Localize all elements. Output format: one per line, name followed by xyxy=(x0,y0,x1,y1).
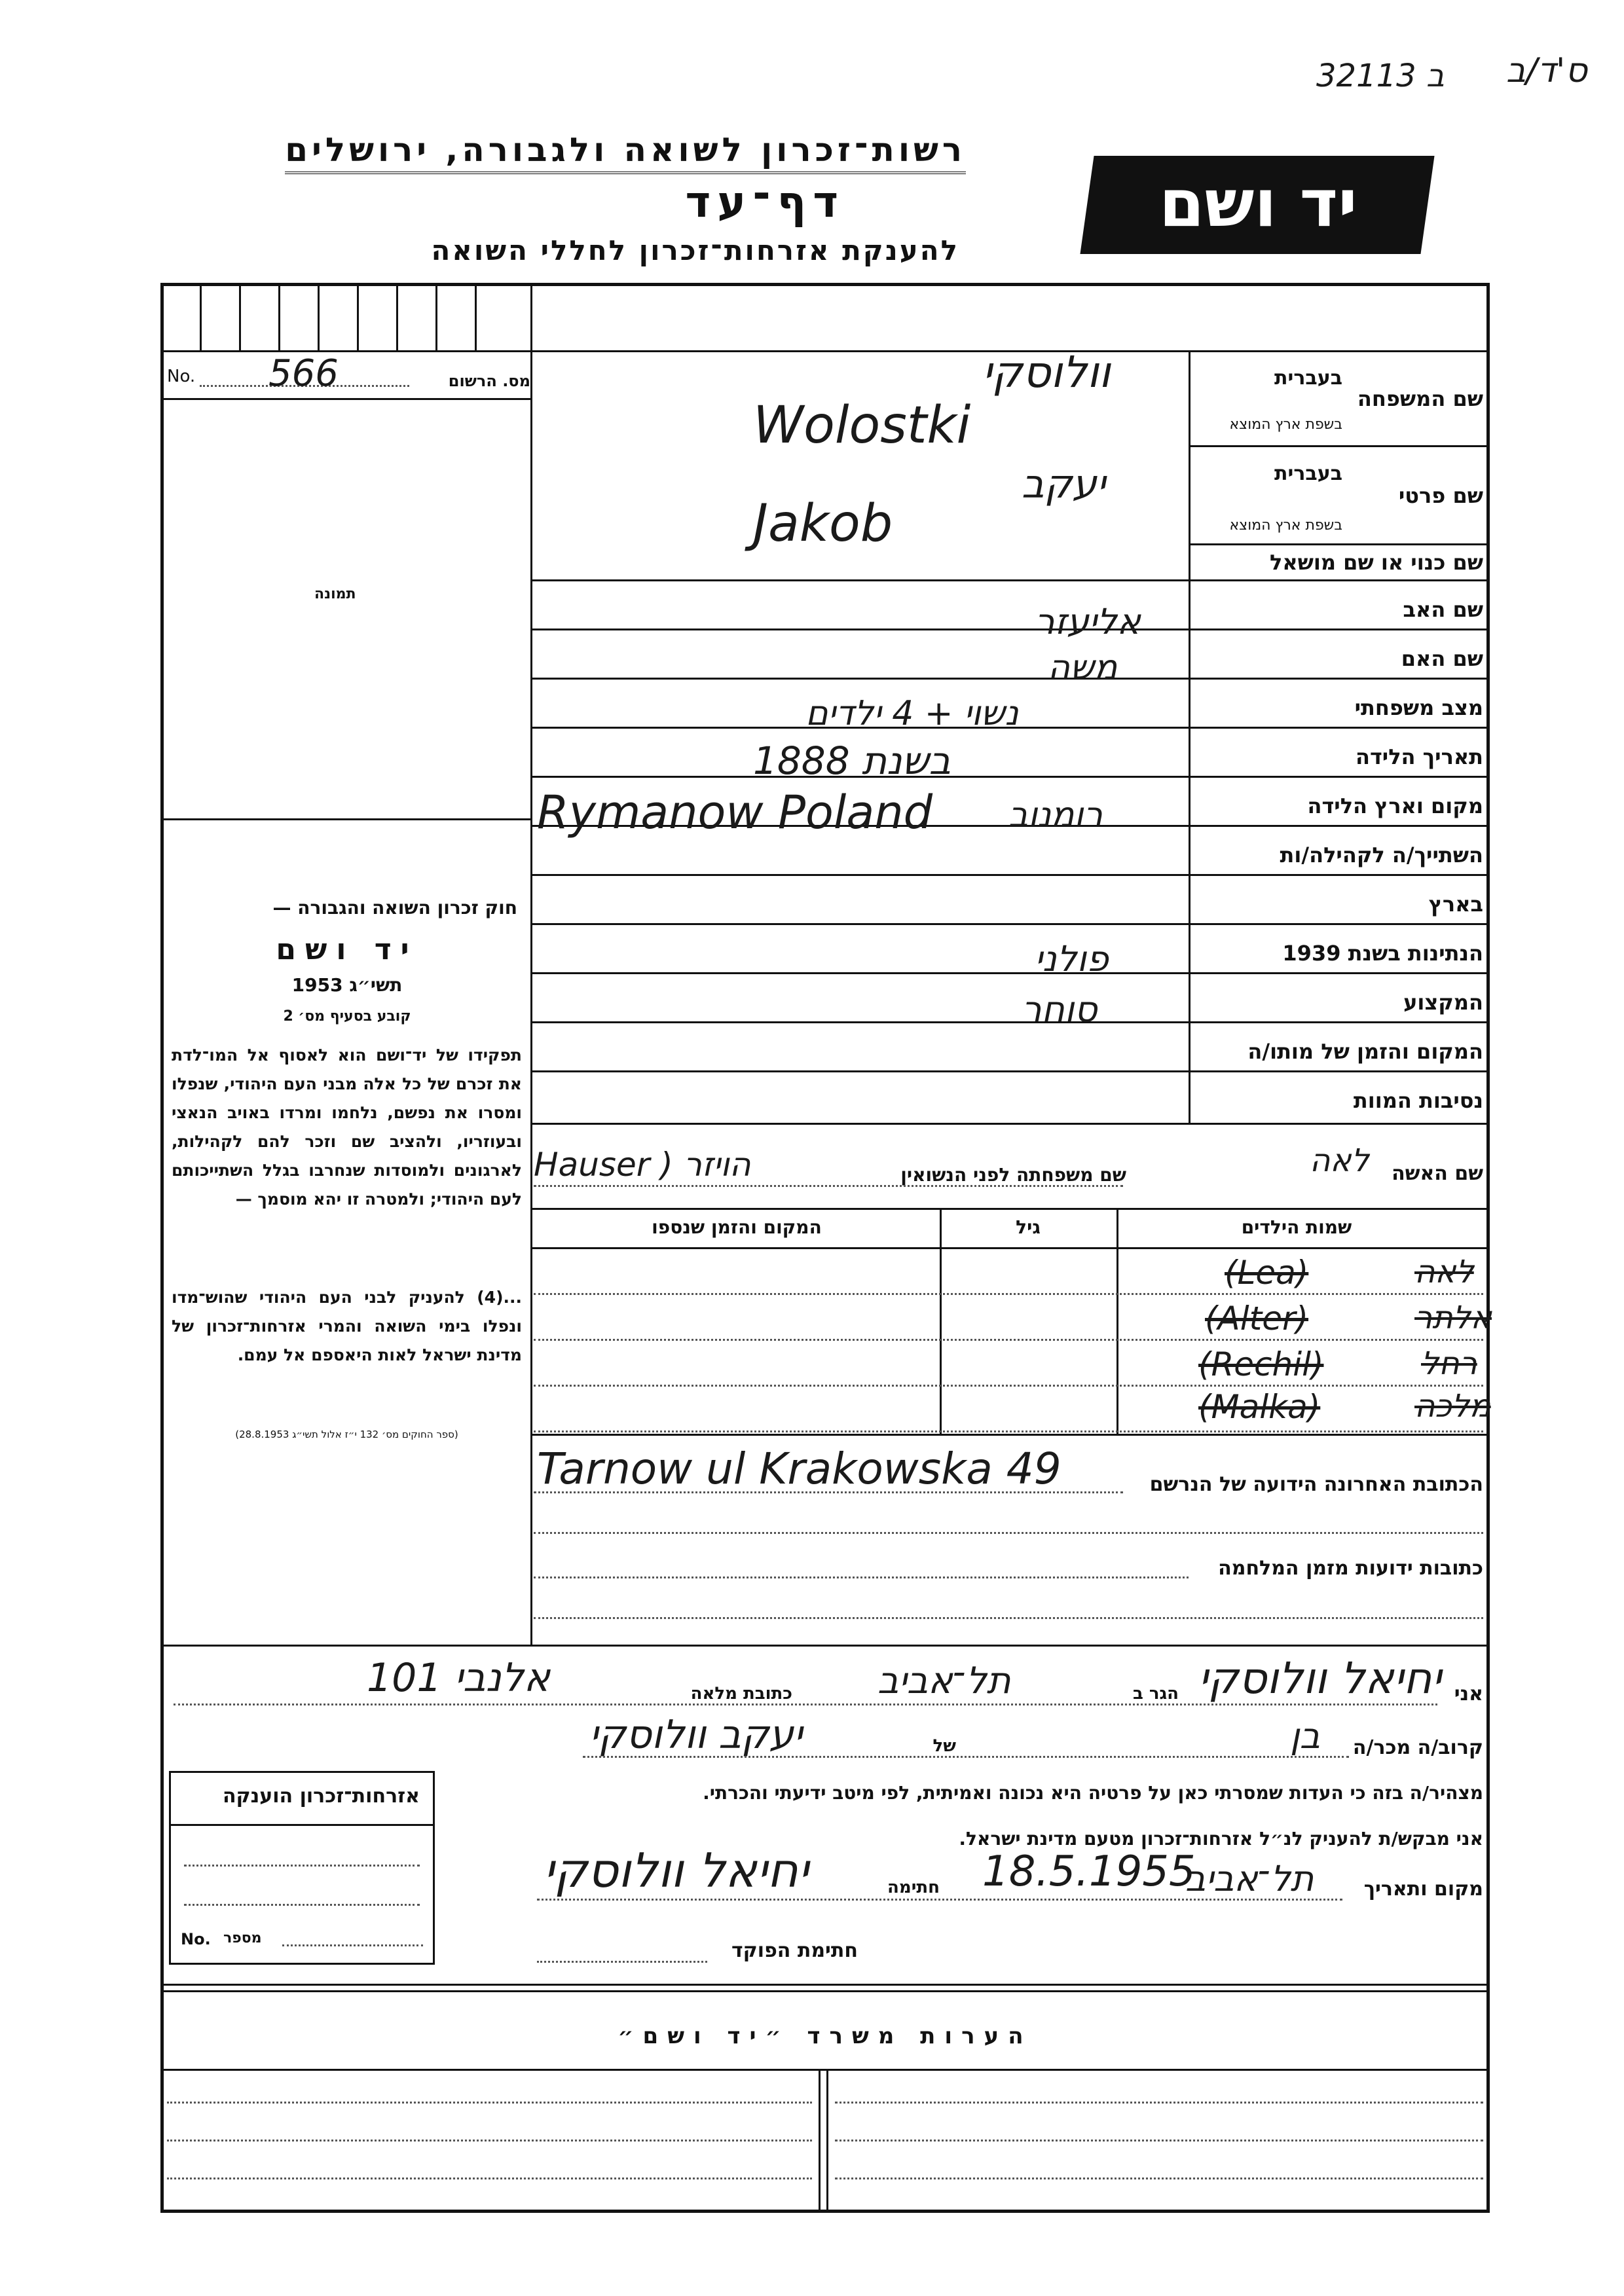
family-name-label: שם המשפחה xyxy=(1357,386,1483,411)
nickname-label: שם כנוי או שם מושאל xyxy=(1269,550,1483,575)
award-number-label: מספר xyxy=(223,1930,262,1946)
birthdate-value: בשנת 1888 xyxy=(753,738,951,783)
corner-reference: 32ב 113 xyxy=(1316,58,1445,94)
declarant-city: תל־אביב xyxy=(877,1660,1011,1702)
date-value: 18.5.1955 xyxy=(982,1848,1196,1896)
birthplace-latin-value: Rymanow Poland xyxy=(537,786,933,839)
death-place-label: המקום והזמן של מותו/ה xyxy=(1247,1039,1483,1064)
full-address-label: כתובת מלאה xyxy=(690,1684,792,1704)
logo-text: יד ושם xyxy=(1158,165,1357,242)
corner-reference-2: ס'ד/ב xyxy=(1506,51,1588,90)
child-2-hebrew: אלתר xyxy=(1414,1300,1492,1336)
family-name-hebrew: וולוסקי xyxy=(982,347,1111,397)
family-name-latin: Wolostki xyxy=(753,396,971,455)
community-label: השתייך/ה לקהילה/ות xyxy=(1280,843,1483,867)
citizenship-label: הנתינות בשנת 1939 xyxy=(1282,941,1483,966)
law-paragraph-1: תפקידו של יד־ושם הוא לאסוף אל המו־לדת את זכרם של כל אלה מבני העם היהודי, שנפלו ומסרו את נפשם, נלחמו ומרדו באויב הנאצי ובעוזריו, ולהציב שם וזכר להם לקהילות, לארגונים ולמוסדות שנחרבו בגלל השתייכותם לעם היהודי; ולמטרה זו יהא מוסמך — xyxy=(172,1046,522,1209)
last-address-label: הכתובת האחרונה הידועה של הנרשם xyxy=(1149,1473,1483,1496)
law-title: חוק זכרון השואה והגבורה — xyxy=(272,897,517,919)
office-notes-title: הערות משרד ״יד ושם״ xyxy=(618,2023,1033,2049)
yad-vashem-logo xyxy=(1080,156,1434,254)
mother-name-value: משה xyxy=(1048,648,1118,687)
death-circumstances-label: נסיבות המוות xyxy=(1353,1088,1483,1113)
country-label: בארץ xyxy=(1428,892,1483,917)
law-year: תשי״ג 1953 xyxy=(291,974,403,996)
given-name-label: שם פרטי xyxy=(1398,483,1483,508)
birthdate-label: תאריך הלידה xyxy=(1355,744,1483,769)
declarant-address: אלנבי 101 xyxy=(367,1655,550,1701)
child-1-hebrew: לאה xyxy=(1414,1254,1474,1290)
profession-label: המקצוע xyxy=(1403,990,1483,1015)
relation-label: קרוב/ה מכר/ה xyxy=(1352,1736,1483,1759)
child-1-latin: (Lea) xyxy=(1225,1254,1309,1292)
declarant-name: יחיאל וולוסקי xyxy=(1198,1653,1442,1704)
wife-name-label: שם האשה xyxy=(1392,1162,1483,1185)
officer-signature-label: חתימת הפוקד xyxy=(731,1939,858,1962)
award-no-label: No. xyxy=(181,1930,211,1948)
page-title: דף־עד xyxy=(685,177,845,227)
header-institution: רשות־זכרון לשואה ולגבורה, ירושלים xyxy=(285,131,966,174)
page-subtitle: להענקת אזרחות־זכרון לחללי השואה xyxy=(431,234,959,266)
origin-lang-label-2: בשפת ארץ המוצא xyxy=(1229,517,1342,534)
place-value: תל־אביב xyxy=(1185,1858,1314,1899)
profession-value: סוחר xyxy=(1022,989,1098,1030)
birthplace-label: מקום וארץ הלידה xyxy=(1307,793,1483,818)
wife-name-value: לאה xyxy=(1310,1142,1369,1179)
children-place-header: המקום והזמן שנספו xyxy=(652,1216,822,1238)
father-name-value: אליעזר xyxy=(1035,601,1141,642)
photo-label: תמונה xyxy=(314,586,356,602)
lives-in-label: הגר ב xyxy=(1132,1684,1179,1704)
reg-no-label: No. xyxy=(167,367,196,386)
award-box xyxy=(169,1771,435,1965)
given-name-latin: Jakob xyxy=(753,494,893,553)
child-4-latin: (Malka) xyxy=(1198,1388,1321,1426)
birthplace-hebrew-value: רומנוב xyxy=(1008,795,1103,835)
hebrew-label-1: בעברית xyxy=(1274,367,1342,390)
law-citation: (ספר החוקים מס׳ 132 י״ז אלול תשי״ג 28.8.1953) xyxy=(235,1429,458,1440)
origin-lang-label-1: בשפת ארץ המוצא xyxy=(1229,416,1342,433)
marital-label: מצב משפחתי xyxy=(1354,695,1483,720)
children-age-header: גיל xyxy=(1016,1216,1041,1238)
mother-label: שם האם xyxy=(1401,646,1483,671)
place-date-label: מקום ותאריך xyxy=(1363,1878,1483,1901)
law-paragraph-2: ...(4) להעניק לבני העם היהודי שהוש־מדו ונפלו בימי השואה והמרי אזרחות־זכרון של מדינת ישראל לאות היאספם אל עמם. xyxy=(172,1288,522,1364)
i-label: אני xyxy=(1454,1683,1483,1705)
law-name: יד ושם xyxy=(276,933,418,966)
maiden-name-label: שם משפחתה לפני הנשואין xyxy=(900,1164,1126,1186)
child-3-latin: (Rechil) xyxy=(1198,1345,1324,1383)
signature-label: חתימה xyxy=(887,1878,940,1897)
award-title: אזרחות־זכרון הוענקה xyxy=(222,1785,420,1808)
relative-of-name: יעקב וולוסקי xyxy=(589,1712,803,1758)
request-text: אני מבקש/ת להעניק לנ״ל אזרחות־זכרון מטעם מדינת ישראל. xyxy=(959,1828,1483,1850)
hebrew-label-2: בעברית xyxy=(1274,462,1342,485)
child-2-latin: (Alter) xyxy=(1205,1300,1309,1338)
reg-label: מס. הרשום xyxy=(448,372,530,390)
law-clause: קובע בסעיף מס׳ 2 xyxy=(283,1008,411,1025)
registration-number: 566 xyxy=(268,352,339,395)
children-names-header: שמות הילדים xyxy=(1241,1216,1352,1238)
last-address-value: Tarnow ul Krakowska 49 xyxy=(537,1444,1061,1494)
marital-status-value: נשוי + 4 ילדים xyxy=(805,694,1019,733)
declarant-signature: יחיאל וולוסקי xyxy=(544,1843,809,1898)
war-address-label: כתובות ידועות מזמן המלחמה xyxy=(1218,1557,1483,1580)
citizenship-value: פולני xyxy=(1035,938,1109,979)
father-label: שם האב xyxy=(1403,597,1483,622)
maiden-name-value: Hauser ) הויזר xyxy=(534,1146,751,1184)
of-label: של xyxy=(932,1736,956,1756)
relation-value: בן xyxy=(1290,1715,1320,1757)
child-3-hebrew: רחל xyxy=(1421,1345,1477,1382)
declaration-text: מצהיר/ה בזה כי העדות שמסרתי כאן על פרטיה היא נכונה ואמיתית, לפי מיטב ידיעתי והכרתי. xyxy=(703,1782,1483,1804)
child-4-hebrew: מלכה xyxy=(1414,1388,1491,1425)
given-name-hebrew: יעקב xyxy=(1022,462,1106,507)
